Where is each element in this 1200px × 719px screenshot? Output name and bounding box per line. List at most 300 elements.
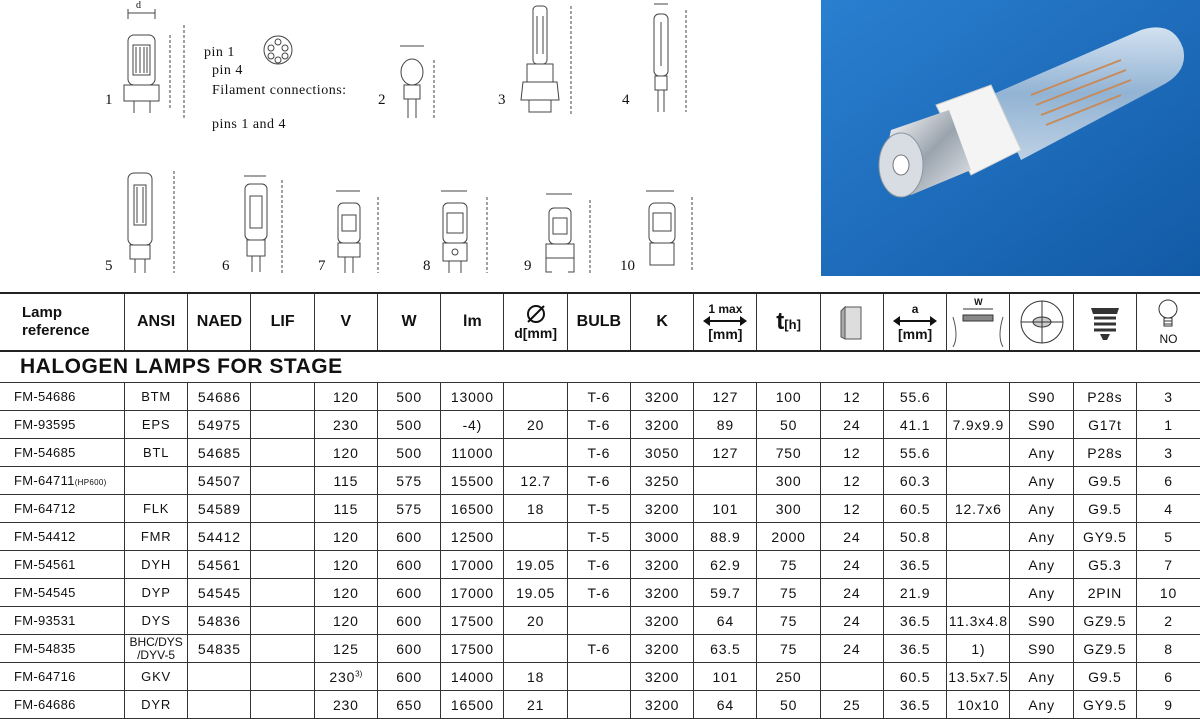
cell-lif bbox=[251, 495, 314, 523]
cell-bulb: T-6 bbox=[567, 551, 630, 579]
cell-lm: 16500 bbox=[441, 691, 504, 719]
cell-v-text: 230 bbox=[332, 416, 359, 433]
cell-w: 500 bbox=[377, 411, 440, 439]
figure-label-10: 10 bbox=[620, 258, 635, 274]
cell-bulb: T-6 bbox=[567, 383, 630, 411]
pin4-label: pin 4 bbox=[212, 63, 243, 78]
cell-d: 19.05 bbox=[504, 551, 567, 579]
cell-ref-text: FM-54412 bbox=[14, 529, 76, 544]
cell-no: 4 bbox=[1136, 495, 1200, 523]
cell-naed bbox=[188, 663, 251, 691]
cell-bulb bbox=[567, 607, 630, 635]
cell-ansi: DYR bbox=[124, 691, 187, 719]
cell-base: GY9.5 bbox=[1073, 523, 1136, 551]
cell-v bbox=[314, 495, 377, 523]
cell-lif bbox=[251, 607, 314, 635]
cell-d: 20 bbox=[504, 411, 567, 439]
cell-lif bbox=[251, 523, 314, 551]
cell-bulb: T-5 bbox=[567, 495, 630, 523]
cell-pack: 24 bbox=[820, 411, 883, 439]
cell-pack: 12 bbox=[820, 439, 883, 467]
header-a-label: a bbox=[911, 302, 919, 316]
header-base bbox=[1073, 293, 1136, 351]
cell-no: 2 bbox=[1136, 607, 1200, 635]
cell-t: 75 bbox=[757, 635, 820, 663]
cell-ansi: BTM bbox=[124, 383, 187, 411]
lamp-photo bbox=[821, 0, 1200, 276]
cell-ref bbox=[0, 439, 124, 467]
header-bulb: BULB bbox=[567, 293, 630, 351]
cell-v-text: 120 bbox=[332, 388, 359, 405]
table-row bbox=[0, 467, 1200, 495]
cell-v bbox=[314, 663, 377, 691]
cell-a: 36.5 bbox=[883, 635, 946, 663]
table-row bbox=[0, 691, 1200, 719]
cell-burn: Any bbox=[1010, 467, 1073, 495]
cell-filament: 7.9x9.9 bbox=[947, 411, 1010, 439]
header-no bbox=[1136, 293, 1200, 351]
cell-t: 75 bbox=[757, 607, 820, 635]
cell-filament bbox=[947, 467, 1010, 495]
cell-w: 600 bbox=[377, 663, 440, 691]
cell-d: 12.7 bbox=[504, 467, 567, 495]
package-icon bbox=[839, 303, 865, 341]
cell-k: 3200 bbox=[630, 551, 693, 579]
cell-v-text: 115 bbox=[333, 472, 359, 489]
cell-d bbox=[504, 439, 567, 467]
cell-a: 55.6 bbox=[883, 439, 946, 467]
cell-burn: Any bbox=[1010, 523, 1073, 551]
cell-base: P28s bbox=[1073, 439, 1136, 467]
cell-d: 18 bbox=[504, 663, 567, 691]
cell-ref bbox=[0, 411, 124, 439]
cell-ref-text: FM-54561 bbox=[14, 557, 76, 572]
cell-lif bbox=[251, 635, 314, 663]
table-row bbox=[0, 383, 1200, 411]
cell-no: 7 bbox=[1136, 551, 1200, 579]
cell-v bbox=[314, 467, 377, 495]
cell-filament bbox=[947, 383, 1010, 411]
cell-lm: -4) bbox=[441, 411, 504, 439]
cell-pack: 24 bbox=[820, 635, 883, 663]
cell-pack: 24 bbox=[820, 523, 883, 551]
header-k: K bbox=[630, 293, 693, 351]
cell-base: G9.5 bbox=[1073, 467, 1136, 495]
cell-t: 2000 bbox=[757, 523, 820, 551]
cell-naed bbox=[188, 691, 251, 719]
table-row bbox=[0, 579, 1200, 607]
cell-burn: Any bbox=[1010, 663, 1073, 691]
cell-a: 60.5 bbox=[883, 495, 946, 523]
cell-lm: 12500 bbox=[441, 523, 504, 551]
table-header-row bbox=[0, 293, 1200, 351]
header-max-length bbox=[694, 293, 757, 351]
bulb-icon bbox=[1157, 298, 1179, 332]
cell-base: 2PIN bbox=[1073, 579, 1136, 607]
cell-burn: Any bbox=[1010, 551, 1073, 579]
cell-v bbox=[314, 383, 377, 411]
cell-k: 3200 bbox=[630, 383, 693, 411]
figure-label-8: 8 bbox=[423, 258, 431, 274]
cell-ref bbox=[0, 523, 124, 551]
cell-v-text: 230 bbox=[332, 696, 359, 713]
cell-bulb bbox=[567, 663, 630, 691]
cell-w: 650 bbox=[377, 691, 440, 719]
cell-base: P28s bbox=[1073, 383, 1136, 411]
cell-k: 3250 bbox=[630, 467, 693, 495]
cell-bulb: T-5 bbox=[567, 523, 630, 551]
cell-no: 5 bbox=[1136, 523, 1200, 551]
cell-t: 75 bbox=[757, 579, 820, 607]
cell-lm: 17500 bbox=[441, 635, 504, 663]
pin-connection-diagram bbox=[258, 32, 298, 72]
cell-bulb: T-6 bbox=[567, 467, 630, 495]
cell-filament: 11.3x4.8 bbox=[947, 607, 1010, 635]
cell-max: 88.9 bbox=[694, 523, 757, 551]
header-w: W bbox=[377, 293, 440, 351]
header-filament bbox=[947, 293, 1010, 351]
cell-v-text: 120 bbox=[332, 612, 359, 629]
cell-base: G5.3 bbox=[1073, 551, 1136, 579]
header-t bbox=[757, 293, 820, 351]
cell-ref-text: FM-93531 bbox=[14, 613, 76, 628]
cell-ref-sub: (HP600) bbox=[74, 478, 107, 487]
cell-ref-text: FM-54835 bbox=[14, 641, 76, 656]
cell-lm: 13000 bbox=[441, 383, 504, 411]
header-d-mm: d[mm] bbox=[514, 325, 557, 341]
cell-bulb: T-6 bbox=[567, 439, 630, 467]
cell-base: GZ9.5 bbox=[1073, 607, 1136, 635]
cell-t: 75 bbox=[757, 551, 820, 579]
cell-ansi: BTL bbox=[124, 439, 187, 467]
cell-pack: 24 bbox=[820, 551, 883, 579]
cell-ref-text: FM-54686 bbox=[14, 389, 76, 404]
cell-lif bbox=[251, 551, 314, 579]
section-title: HALOGEN LAMPS FOR STAGE bbox=[0, 351, 1200, 383]
cell-ref-text: FM-64716 bbox=[14, 669, 76, 684]
cell-filament: 1) bbox=[947, 635, 1010, 663]
cell-ref bbox=[0, 579, 124, 607]
filament-pins-label: pins 1 and 4 bbox=[212, 117, 287, 132]
cell-t: 300 bbox=[757, 467, 820, 495]
a-arrow-icon bbox=[893, 316, 937, 326]
cell-pack: 12 bbox=[820, 467, 883, 495]
cell-t: 250 bbox=[757, 663, 820, 691]
cell-lm: 15500 bbox=[441, 467, 504, 495]
table-row bbox=[0, 635, 1200, 663]
cell-max: 64 bbox=[694, 691, 757, 719]
cell-lm: 11000 bbox=[441, 439, 504, 467]
cell-ref-text: FM-64712 bbox=[14, 501, 76, 516]
cell-d bbox=[504, 523, 567, 551]
cell-no: 10 bbox=[1136, 579, 1200, 607]
header-lamp-reference bbox=[0, 293, 124, 351]
figure-label-2: 2 bbox=[378, 92, 386, 108]
cell-ansi bbox=[124, 635, 187, 663]
cell-a: 60.3 bbox=[883, 467, 946, 495]
cell-bulb: T-6 bbox=[567, 411, 630, 439]
cell-v bbox=[314, 551, 377, 579]
figure-label-6: 6 bbox=[222, 258, 230, 274]
cell-ref-text: FM-93595 bbox=[14, 417, 76, 432]
figure-label-1: 1 bbox=[105, 92, 113, 108]
cell-burn: Any bbox=[1010, 579, 1073, 607]
cell-d bbox=[504, 635, 567, 663]
cell-t: 50 bbox=[757, 691, 820, 719]
cell-lif bbox=[251, 383, 314, 411]
figure-label-4: 4 bbox=[622, 92, 630, 108]
cell-v-text: 125 bbox=[332, 640, 359, 657]
cell-t: 750 bbox=[757, 439, 820, 467]
header-lif: LIF bbox=[251, 293, 314, 351]
header-max-unit: [mm] bbox=[708, 326, 743, 342]
table-row bbox=[0, 439, 1200, 467]
cell-w: 575 bbox=[377, 495, 440, 523]
cell-a: 41.1 bbox=[883, 411, 946, 439]
lamp-drawing-9 bbox=[540, 188, 605, 280]
header-lm: lm bbox=[441, 293, 504, 351]
cell-d: 21 bbox=[504, 691, 567, 719]
header-a bbox=[883, 293, 946, 351]
header-t-letter: t bbox=[776, 308, 785, 335]
cell-no: 6 bbox=[1136, 467, 1200, 495]
cell-ref-text: FM-64686 bbox=[14, 697, 76, 712]
cell-ref bbox=[0, 635, 124, 663]
cell-burn: S90 bbox=[1010, 411, 1073, 439]
cell-pack: 12 bbox=[820, 383, 883, 411]
cell-max: 62.9 bbox=[694, 551, 757, 579]
filament-connections-label: Filament connections: bbox=[212, 83, 347, 98]
cell-ansi: FLK bbox=[124, 495, 187, 523]
cell-ansi: DYP bbox=[124, 579, 187, 607]
header-naed: NAED bbox=[188, 293, 251, 351]
cell-bulb: T-6 bbox=[567, 635, 630, 663]
cell-base: GZ9.5 bbox=[1073, 635, 1136, 663]
header-lamp-line2: reference bbox=[22, 322, 90, 339]
cell-ref-text: FM-54545 bbox=[14, 585, 76, 600]
cell-v-text: 120 bbox=[332, 584, 359, 601]
cell-lif bbox=[251, 579, 314, 607]
cell-k: 3200 bbox=[630, 663, 693, 691]
header-lamp-line1: Lamp bbox=[22, 304, 63, 321]
cell-lm: 17000 bbox=[441, 551, 504, 579]
table-row bbox=[0, 607, 1200, 635]
cell-ref bbox=[0, 691, 124, 719]
cell-ref bbox=[0, 663, 124, 691]
cell-pack: 24 bbox=[820, 579, 883, 607]
cell-ansi: FMR bbox=[124, 523, 187, 551]
cell-w: 575 bbox=[377, 467, 440, 495]
cell-w: 500 bbox=[377, 383, 440, 411]
cell-naed: 54561 bbox=[188, 551, 251, 579]
cell-lif bbox=[251, 663, 314, 691]
cell-lif bbox=[251, 691, 314, 719]
header-no-label: NO bbox=[1159, 332, 1178, 346]
cell-no: 1 bbox=[1136, 411, 1200, 439]
cell-v-text: 120 bbox=[332, 444, 359, 461]
cell-burn: S90 bbox=[1010, 607, 1073, 635]
cell-ref bbox=[0, 551, 124, 579]
table-row bbox=[0, 523, 1200, 551]
cell-v bbox=[314, 411, 377, 439]
cell-v bbox=[314, 691, 377, 719]
cell-burn: S90 bbox=[1010, 635, 1073, 663]
lamp-drawings bbox=[0, 0, 815, 290]
cell-a: 21.9 bbox=[883, 579, 946, 607]
cell-v bbox=[314, 635, 377, 663]
cell-w: 600 bbox=[377, 607, 440, 635]
cell-max: 127 bbox=[694, 439, 757, 467]
cell-no: 3 bbox=[1136, 439, 1200, 467]
table-row bbox=[0, 411, 1200, 439]
cell-a: 36.5 bbox=[883, 607, 946, 635]
lamp-drawing-2 bbox=[392, 40, 442, 125]
cell-no: 3 bbox=[1136, 383, 1200, 411]
figure-label-7: 7 bbox=[318, 258, 326, 274]
cell-ansi: DYS bbox=[124, 607, 187, 635]
cell-max: 63.5 bbox=[694, 635, 757, 663]
lamp-drawing-5 bbox=[118, 165, 188, 280]
cell-filament bbox=[947, 579, 1010, 607]
cell-k: 3200 bbox=[630, 579, 693, 607]
cell-max: 59.7 bbox=[694, 579, 757, 607]
cell-ansi-text: BHC/DYS /DYV-5 bbox=[129, 634, 183, 662]
header-w-label: W bbox=[974, 297, 983, 307]
header-diameter bbox=[504, 293, 567, 351]
double-arrow-icon bbox=[703, 316, 747, 326]
cell-t: 300 bbox=[757, 495, 820, 523]
cell-lif bbox=[251, 439, 314, 467]
cell-no: 8 bbox=[1136, 635, 1200, 663]
cell-naed: 54686 bbox=[188, 383, 251, 411]
cell-w: 600 bbox=[377, 551, 440, 579]
cell-base: G17t bbox=[1073, 411, 1136, 439]
cell-a: 36.5 bbox=[883, 551, 946, 579]
table-row bbox=[0, 663, 1200, 691]
cell-filament bbox=[947, 439, 1010, 467]
cell-filament bbox=[947, 551, 1010, 579]
cell-base: G9.5 bbox=[1073, 495, 1136, 523]
cell-naed: 54507 bbox=[188, 467, 251, 495]
cell-ansi: DYH bbox=[124, 551, 187, 579]
figure-label-9: 9 bbox=[524, 258, 532, 274]
cell-max: 127 bbox=[694, 383, 757, 411]
cell-v bbox=[314, 439, 377, 467]
lamp-spec-table bbox=[0, 292, 1200, 719]
cell-ref-text: FM-54685 bbox=[14, 445, 76, 460]
cell-pack: 24 bbox=[820, 607, 883, 635]
figure-label-3: 3 bbox=[498, 92, 506, 108]
cell-k: 3200 bbox=[630, 691, 693, 719]
cell-ref bbox=[0, 607, 124, 635]
burning-position-icon bbox=[1018, 298, 1066, 346]
cell-naed: 54589 bbox=[188, 495, 251, 523]
cell-a: 60.5 bbox=[883, 663, 946, 691]
cell-a: 50.8 bbox=[883, 523, 946, 551]
lamp-drawing-3 bbox=[515, 2, 585, 120]
cell-v bbox=[314, 607, 377, 635]
lamp-drawing-1 bbox=[110, 5, 200, 125]
cell-t: 100 bbox=[757, 383, 820, 411]
section-row bbox=[0, 351, 1200, 383]
cell-max: 101 bbox=[694, 495, 757, 523]
lamp-drawing-7 bbox=[330, 185, 390, 280]
cell-burn: Any bbox=[1010, 495, 1073, 523]
cell-a: 36.5 bbox=[883, 691, 946, 719]
cell-max: 101 bbox=[694, 663, 757, 691]
cell-base: G9.5 bbox=[1073, 663, 1136, 691]
cell-ansi: EPS bbox=[124, 411, 187, 439]
cell-filament: 13.5x7.5 bbox=[947, 663, 1010, 691]
cell-filament bbox=[947, 523, 1010, 551]
cell-base: GY9.5 bbox=[1073, 691, 1136, 719]
cell-k: 3200 bbox=[630, 411, 693, 439]
cell-filament: 10x10 bbox=[947, 691, 1010, 719]
cell-lm: 14000 bbox=[441, 663, 504, 691]
cell-naed: 54975 bbox=[188, 411, 251, 439]
filament-icon bbox=[949, 307, 1007, 347]
cell-lm: 17500 bbox=[441, 607, 504, 635]
header-a-unit: [mm] bbox=[897, 326, 933, 342]
cell-k: 3200 bbox=[630, 607, 693, 635]
cell-k: 3050 bbox=[630, 439, 693, 467]
cell-ref-text: FM-64711 bbox=[14, 473, 75, 488]
cell-burn: S90 bbox=[1010, 383, 1073, 411]
cell-burn: Any bbox=[1010, 439, 1073, 467]
cell-w: 600 bbox=[377, 635, 440, 663]
cell-t: 50 bbox=[757, 411, 820, 439]
cell-naed: 54685 bbox=[188, 439, 251, 467]
header-v: V bbox=[314, 293, 377, 351]
cell-w: 500 bbox=[377, 439, 440, 467]
cell-ansi: GKV bbox=[124, 663, 187, 691]
cell-max: 64 bbox=[694, 607, 757, 635]
header-max-label: 1 max bbox=[708, 302, 743, 316]
cell-naed: 54412 bbox=[188, 523, 251, 551]
cell-lif bbox=[251, 467, 314, 495]
cell-no: 6 bbox=[1136, 663, 1200, 691]
dimension-d-1: d bbox=[136, 0, 141, 11]
cell-filament: 12.7x6 bbox=[947, 495, 1010, 523]
cell-burn: Any bbox=[1010, 691, 1073, 719]
cell-no: 9 bbox=[1136, 691, 1200, 719]
pin1-label: pin 1 bbox=[204, 45, 235, 60]
lamp-drawing-6 bbox=[238, 170, 293, 280]
cell-max: 89 bbox=[694, 411, 757, 439]
cell-naed: 54545 bbox=[188, 579, 251, 607]
header-package bbox=[820, 293, 883, 351]
cell-k: 3200 bbox=[630, 635, 693, 663]
cell-v-text: 115 bbox=[333, 500, 359, 517]
cell-v-text: 120 bbox=[332, 528, 359, 545]
cell-d bbox=[504, 383, 567, 411]
cell-naed: 54835 bbox=[188, 635, 251, 663]
cell-v-footnote: 3) bbox=[355, 668, 363, 678]
cell-a: 55.6 bbox=[883, 383, 946, 411]
cell-k: 3000 bbox=[630, 523, 693, 551]
cell-v-text: 120 bbox=[332, 556, 359, 573]
cell-lif bbox=[251, 411, 314, 439]
lamp-base-icon bbox=[1085, 302, 1125, 342]
cell-ansi bbox=[124, 467, 187, 495]
cell-ref bbox=[0, 467, 124, 495]
table-row bbox=[0, 495, 1200, 523]
figure-label-5: 5 bbox=[105, 258, 113, 274]
diameter-icon bbox=[525, 303, 547, 325]
header-t-unit: [h] bbox=[784, 317, 801, 332]
cell-pack bbox=[820, 663, 883, 691]
cell-v-text: 230 bbox=[329, 668, 356, 685]
